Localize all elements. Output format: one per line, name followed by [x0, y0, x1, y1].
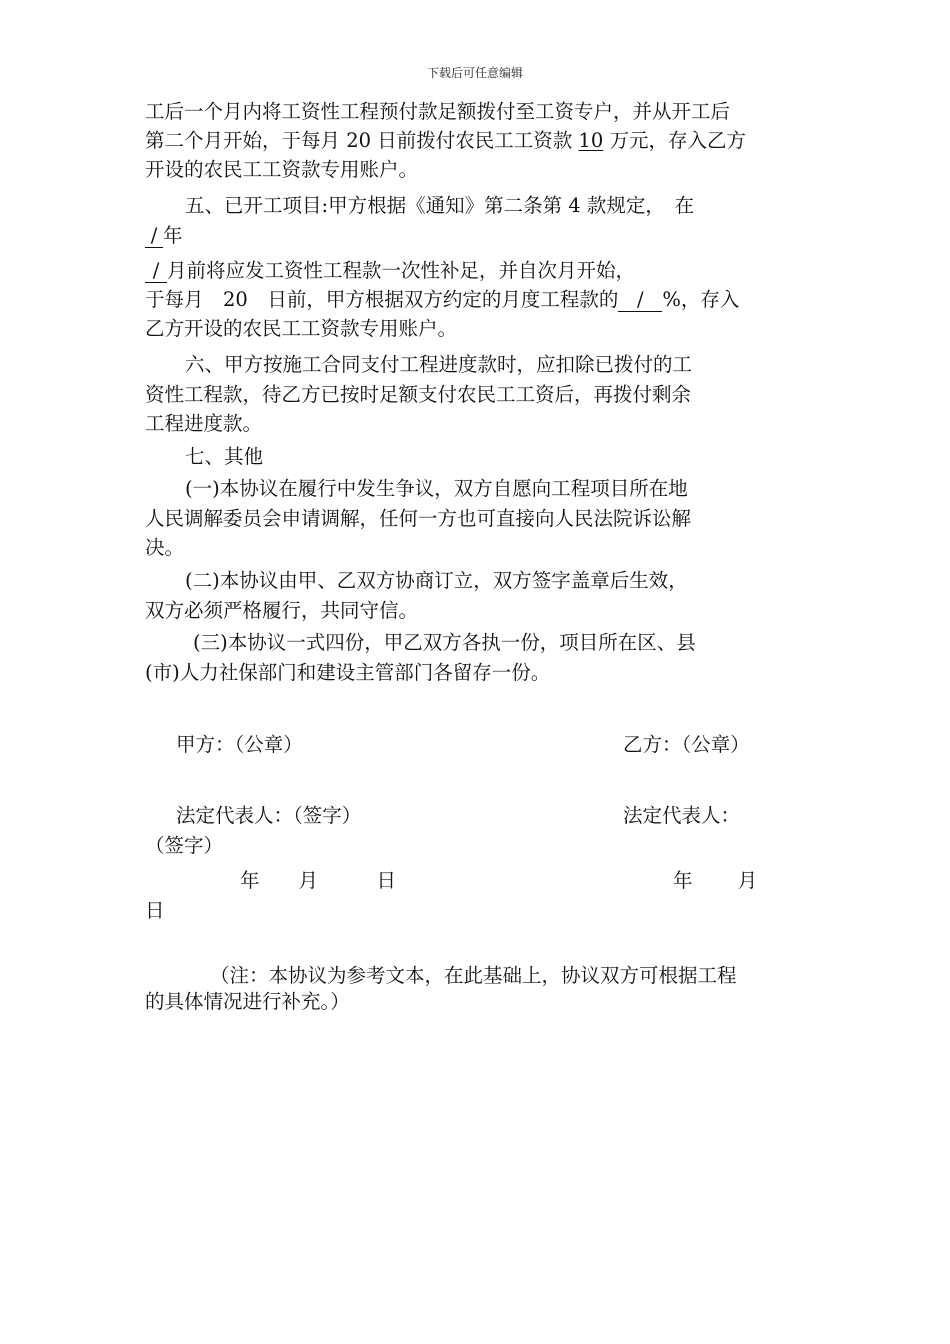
p5-year-label: 年: [163, 224, 183, 247]
party-b-representative: 法定代表人：: [623, 804, 741, 827]
p5-line-4-a: 于每月 20 日前，甲方根据双方约定的月度工程款的: [145, 288, 619, 311]
percent-blank: /: [618, 289, 662, 312]
p5-line-5: 乙方开设的农民工工资款专用账户。: [145, 317, 458, 340]
party-a-representative: 法定代表人：（签字）: [176, 804, 362, 827]
party-b-seal: 乙方：（公章）: [623, 733, 750, 756]
p7-a-line-2: 人民调解委员会申请调解，任何一方也可直接向人民法院诉讼解: [145, 507, 692, 530]
p6-line-2: 资性工程款，待乙方已按时足额支付农民工工资后，再拨付剩余: [145, 383, 692, 406]
p5-line-3-text: 月前将应发工资性工程款一次性补足，并自次月开始，: [167, 259, 636, 282]
p7-c-line-2: (市)人力社保部门和建设主管部门各留存一份。: [145, 661, 551, 684]
p6-line-1: 六、甲方按施工合同支付工程进度款时，应扣除已拨付的工: [185, 353, 693, 376]
party-b-date: 年 月: [673, 869, 758, 892]
p7-a-line-3: 决。: [145, 536, 185, 559]
note-line-2: 的具体情况进行补充。）: [145, 990, 350, 1013]
p7-c-line-1: (三)本协议一式四份，甲乙双方各执一份，项目所在区、县: [193, 631, 696, 654]
p5-line-4-b: %，存入: [662, 288, 740, 311]
p5-line-3: [145, 256, 635, 285]
party-b-representative-sign: （签字）: [145, 834, 224, 857]
note-line-1: （注：本协议为参考文本，在此基础上，协议双方可根据工程: [210, 964, 737, 987]
p5-line-1: 五、已开工项目:甲方根据《通知》第二条第 4 款规定， 在: [185, 194, 695, 217]
party-a-seal: 甲方：（公章）: [176, 733, 303, 756]
p5-line-2: [145, 221, 183, 250]
p6-line-3: 工程进度款。: [145, 412, 263, 435]
p4-line-1: 工后一个月内将工资性工程预付款足额拨付至工资专户，并从开工后: [145, 100, 731, 123]
p4-line-2-a: 第二个月开始，于每月 20 日前拨付农民工工资款: [145, 129, 579, 152]
wage-amount: 10: [578, 129, 604, 152]
month-blank: /: [145, 260, 167, 283]
p4-line-2: [145, 126, 746, 155]
party-a-date: 年 月 日: [240, 869, 397, 892]
p4-line-3: 开设的农民工工资款专用账户。: [145, 158, 419, 181]
p4-line-2-b: 万元，存入乙方: [603, 129, 746, 152]
page-header: 下载后可任意编辑: [426, 66, 523, 80]
party-b-date-day: 日: [145, 899, 165, 922]
p7-a-line-1: (一)本协议在履行中发生争议，双方自愿向工程项目所在地: [185, 477, 688, 500]
p7-b-line-2: 双方必须严格履行，共同守信。: [145, 599, 419, 622]
year-blank: /: [145, 225, 163, 248]
p7-b-line-1: (二)本协议由甲、乙双方协商订立，双方签字盖章后生效，: [185, 569, 688, 592]
p7-title: 七、其他: [185, 445, 264, 468]
p5-line-4: [145, 285, 739, 314]
